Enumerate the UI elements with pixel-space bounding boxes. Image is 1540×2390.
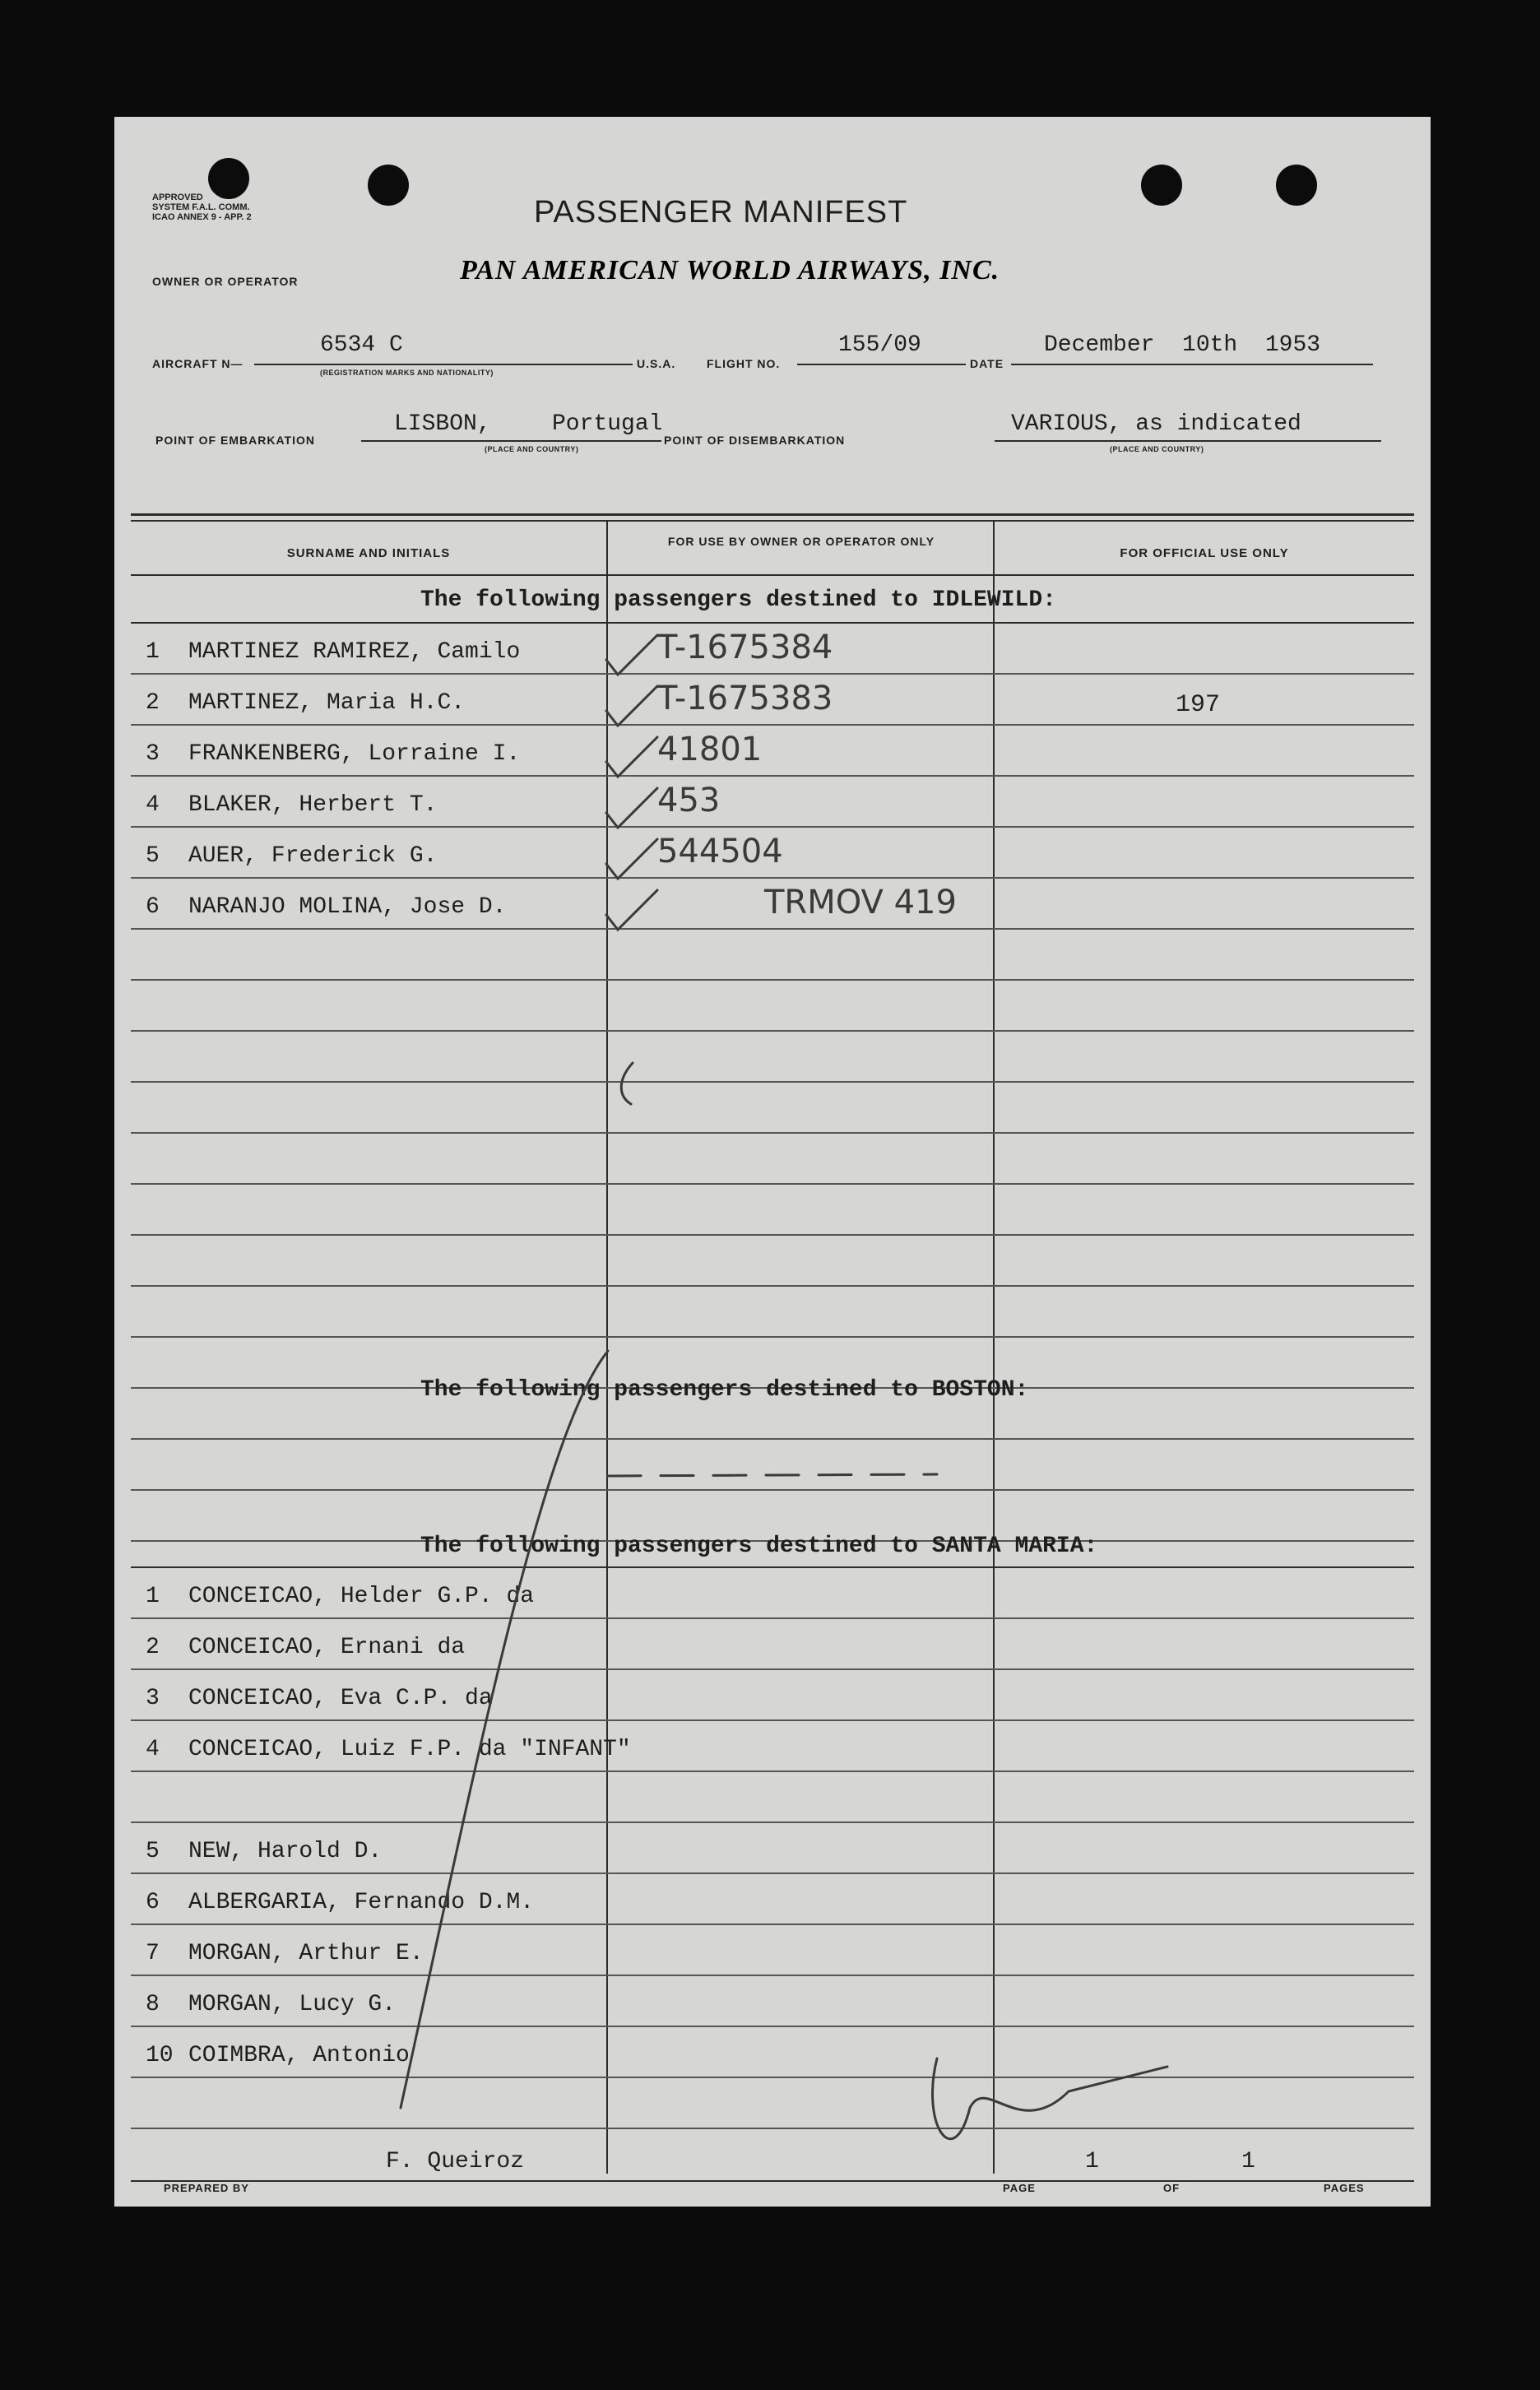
pen-stroke (608, 1474, 937, 1476)
check-mark (606, 788, 657, 828)
pen-stroke (401, 1351, 608, 2108)
disembarkation-label: POINT OF DISEMBARKATION (664, 434, 846, 447)
destination-heading-boston: The following passengers destined to BOSTON: (420, 1377, 1029, 1403)
passenger-number: 2 (146, 1635, 160, 1660)
ticket-number: T-1675383 (657, 680, 833, 717)
page-total: 1 (1241, 2149, 1255, 2174)
ticket-number: T-1675384 (657, 629, 833, 666)
check-mark (606, 890, 657, 930)
prepared-label: PREPARED BY (164, 2182, 249, 2194)
passenger-number: 3 (146, 1686, 160, 1711)
aircraft-value: 6534 C (320, 332, 403, 358)
place-note: (PLACE AND COUNTRY) (485, 445, 579, 453)
flight-label: FLIGHT NO. (707, 357, 781, 370)
page-number: 1 (1085, 2149, 1099, 2174)
passenger-number: 4 (146, 1737, 160, 1762)
passenger-name: NARANJO MOLINA, Jose D. (188, 894, 507, 920)
of-label: OF (1163, 2182, 1181, 2194)
approval-line: APPROVED (152, 193, 203, 202)
passenger-name: NEW, Harold D. (188, 1839, 383, 1864)
embarkation-label: POINT OF EMBARKATION (155, 434, 315, 447)
owner-label: OWNER OR OPERATOR (152, 275, 299, 288)
passenger-number: 5 (146, 1839, 160, 1864)
passenger-name: AUER, Frederick G. (188, 843, 438, 869)
passenger-number: 2 (146, 690, 160, 716)
manifest-date: December 10th 1953 (1044, 332, 1321, 358)
column-header-surname: SURNAME AND INITIALS (286, 546, 451, 560)
check-mark (606, 686, 657, 726)
check-mark (606, 839, 657, 879)
ticket-number: 544504 (657, 833, 783, 870)
pages-label: PAGES (1324, 2182, 1365, 2194)
passenger-number: 6 (146, 894, 160, 920)
passenger-name: MARTINEZ RAMIREZ, Camilo (188, 639, 521, 665)
passenger-name: CONCEICAO, Luiz F.P. da "INFANT" (188, 1737, 631, 1762)
form-title: PASSENGER MANIFEST (534, 195, 908, 230)
ticket-number: 41801 (657, 731, 763, 768)
passenger-name: MORGAN, Arthur E. (188, 1941, 424, 1966)
flight-number: 155/09 (838, 332, 921, 358)
passenger-name: BLAKER, Herbert T. (188, 792, 438, 818)
embarkation-country: Portugal (552, 411, 663, 437)
passenger-number: 10 (146, 2043, 174, 2068)
date-label: DATE (970, 357, 1004, 370)
place-note-2: (PLACE AND COUNTRY) (1110, 445, 1204, 453)
signature-scrawl (933, 2058, 1167, 2139)
disembarkation-value: VARIOUS, as indicated (1011, 411, 1301, 437)
page-label: PAGE (1003, 2182, 1036, 2194)
destination-heading-santa-maria: The following passengers destined to SANTA MARIA: (420, 1534, 1098, 1559)
prepared-by: F. Queiroz (386, 2149, 525, 2174)
passenger-number: 8 (146, 1992, 160, 2017)
passenger-name: FRANKENBERG, Lorraine I. (188, 741, 521, 767)
column-header-official: FOR OFFICIAL USE ONLY (1120, 546, 1289, 560)
passenger-name: ALBERGARIA, Fernando D.M. (188, 1890, 535, 1915)
passenger-number: 1 (146, 1584, 160, 1609)
embarkation-city: LISBON, (394, 411, 491, 437)
passenger-name: MORGAN, Lucy G. (188, 1992, 397, 2017)
passenger-number: 7 (146, 1941, 160, 1966)
airline-name: PAN AMERICAN WORLD AIRWAYS, INC. (460, 255, 1000, 285)
approval-line: ICAO ANNEX 9 - APP. 2 (152, 212, 252, 222)
ticket-number: 453 (657, 782, 721, 819)
destination-heading-idlewild: The following passengers destined to IDLEWILD: (420, 587, 1056, 613)
check-mark (606, 635, 657, 675)
passenger-name: CONCEICAO, Helder G.P. da (188, 1584, 535, 1609)
aircraft-label: AIRCRAFT N— (152, 357, 244, 370)
check-mark (606, 737, 657, 777)
passenger-number: 5 (146, 843, 160, 869)
approval-line: SYSTEM F.A.L. COMM. (152, 202, 250, 212)
pen-stroke (621, 1063, 633, 1104)
passenger-number: 3 (146, 741, 160, 767)
passenger-name: CONCEICAO, Eva C.P. da (188, 1686, 493, 1711)
passenger-number: 6 (146, 1890, 160, 1915)
handwritten-marks (114, 117, 1431, 2207)
passenger-name: CONCEICAO, Ernani da (188, 1635, 466, 1660)
passenger-number: 1 (146, 639, 160, 665)
official-note: 197 (1176, 691, 1221, 719)
passenger-name: MARTINEZ, Maria H.C. (188, 690, 466, 716)
column-header-owner: FOR USE BY OWNER OR OPERATOR ONLY (667, 535, 935, 548)
registration-note: (REGISTRATION MARKS AND NATIONALITY) (320, 369, 494, 377)
passenger-name: COIMBRA, Antonio (188, 2043, 410, 2068)
passenger-number: 4 (146, 792, 160, 818)
manifest-page (114, 117, 1431, 2207)
usa-label: U.S.A. (637, 357, 676, 370)
ticket-number: TRMOV 419 (764, 884, 957, 921)
